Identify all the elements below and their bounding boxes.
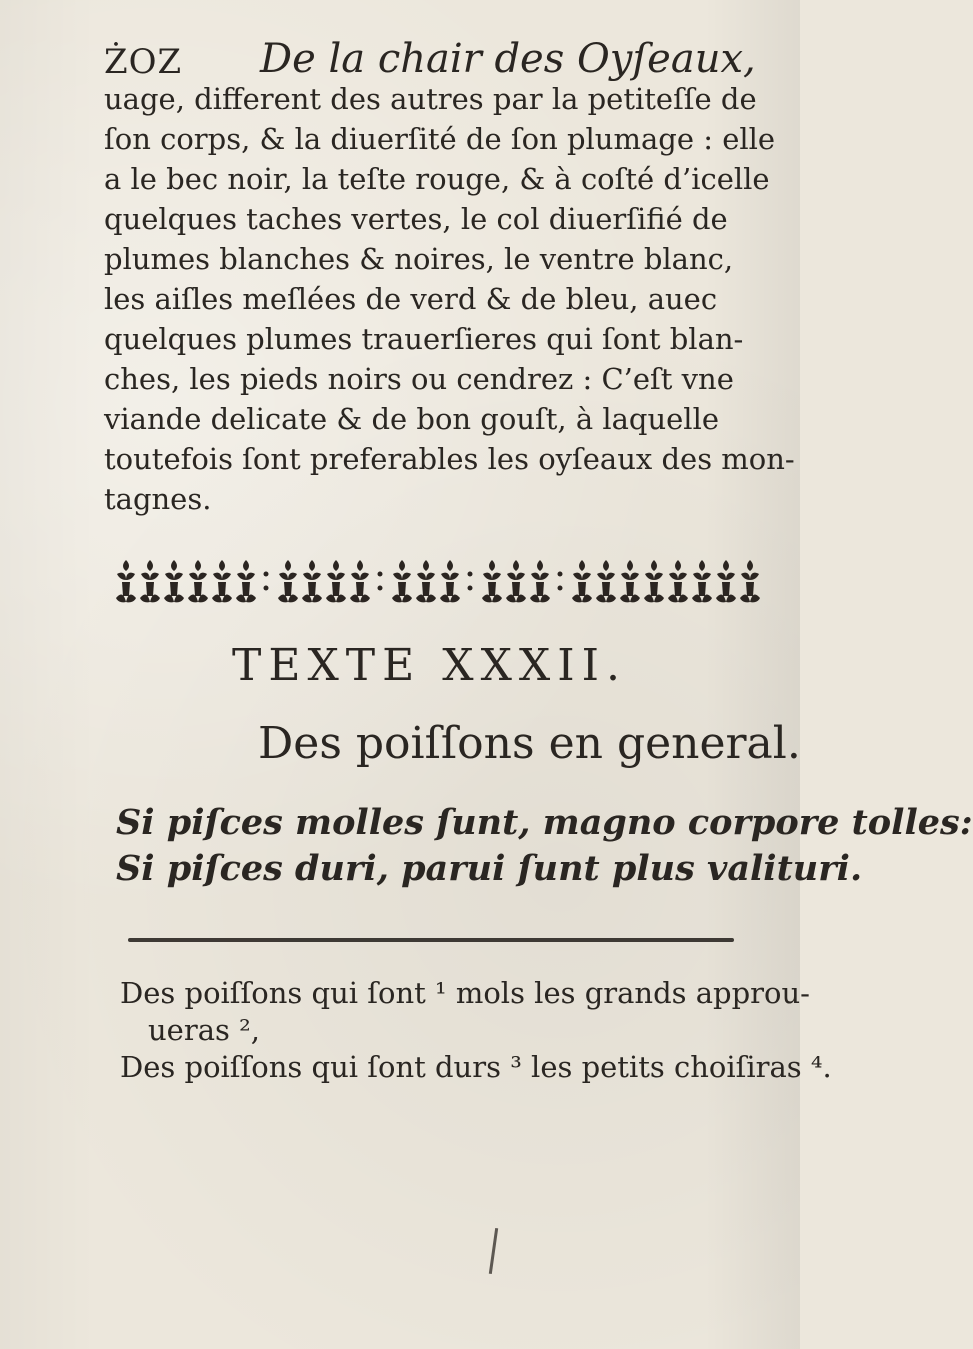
page-number: ŻOZ (104, 42, 183, 82)
main-text-line-4: quelques taches vertes, le col diuerſifié de (104, 202, 728, 236)
main-text-line-2: ſon corps, & la diuerſité de ſon plumage : elle (104, 122, 776, 156)
running-title: De la chair des Oyſeaux, (260, 36, 756, 82)
translation-line-1: Des poiſſons qui ſont ¹ mols les grands approu- (120, 976, 810, 1010)
main-text-line-3: a le bec noir, la teſte rouge, & à coſté d’icelle (104, 162, 770, 196)
section-subtitle: Des poiſſons en general. (258, 718, 801, 769)
fleuron-ornament (114, 554, 772, 610)
latin-verse-line-2: Si piſces duri, parui ſunt plus valituri. (116, 848, 863, 889)
fleuron-group-1 (116, 560, 760, 602)
main-text-line-7: quelques plumes trauerſieres qui ſont blan- (104, 322, 744, 356)
main-text-line-1: uage, different des autres par la petiteſſe de (104, 82, 757, 116)
horizontal-rule (128, 938, 734, 942)
latin-verse (116, 800, 973, 892)
translation-line-2: ueras ², (148, 1013, 260, 1047)
main-text-line-9: viande delicate & de bon gouſt, à laquelle (104, 402, 720, 436)
main-text-line-10: toutefois ſont preferables les oyſeaux des mon- (104, 442, 795, 476)
main-text-line-8: ches, les pieds noirs ou cendrez : C’eſt vne (104, 362, 734, 396)
stray-ink-mark (489, 1228, 498, 1274)
main-paragraph (104, 79, 794, 519)
translation-line-3: Des poiſſons qui ſont durs ³ les petits choiſiras ⁴. (120, 1050, 832, 1084)
main-text-line-5: plumes blanches & noires, le ventre blanc, (104, 242, 734, 276)
section-heading: TEXTE XXXII. (232, 640, 627, 691)
translation-paragraph (120, 975, 832, 1086)
main-text-line-6: les aiſles meſlées de verd & de bleu, auec (104, 282, 718, 316)
latin-verse-line-1: Si piſces molles ſunt, magno corpore tolles: (116, 802, 973, 843)
main-text-line-11: tagnes. (104, 482, 212, 516)
